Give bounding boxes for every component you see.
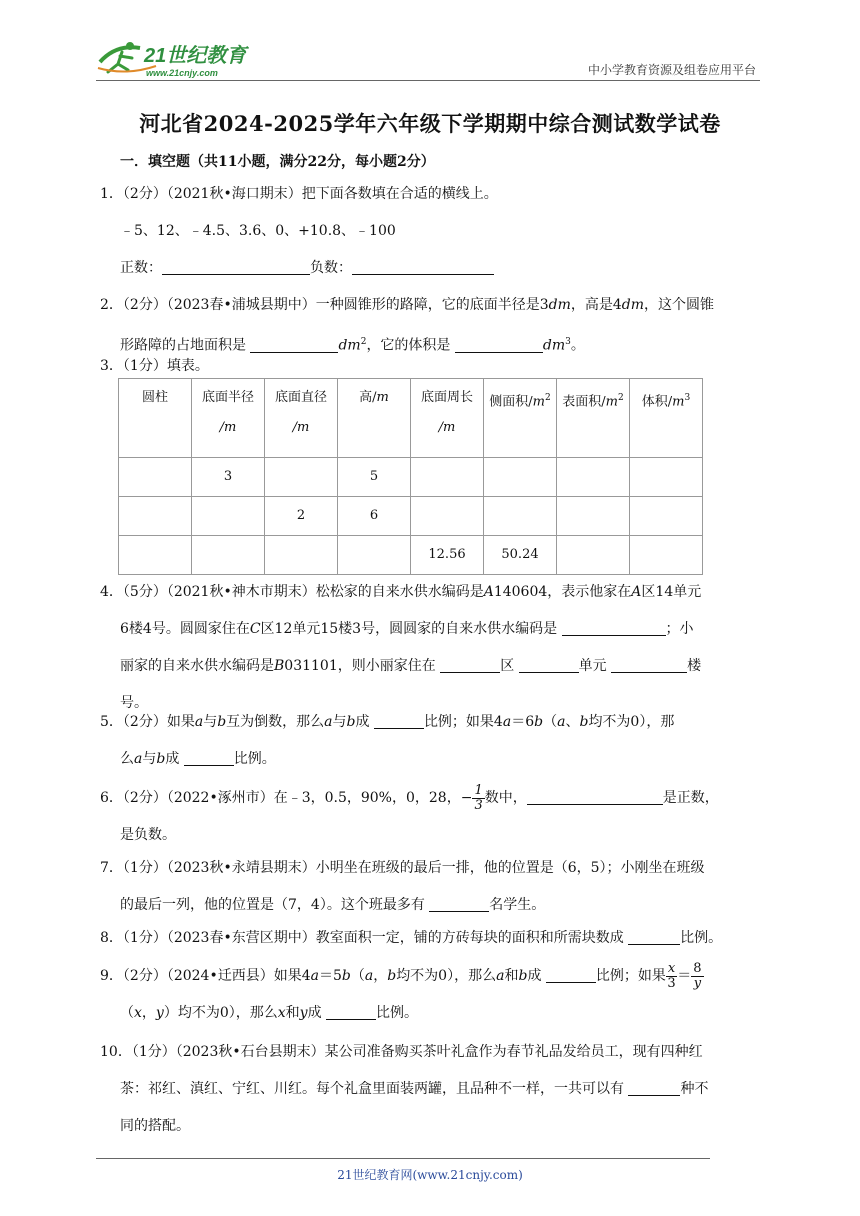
answer-blank[interactable] xyxy=(162,258,310,275)
q1-positive-label: 正数： xyxy=(120,260,162,276)
answer-blank[interactable] xyxy=(628,928,680,945)
table-cell[interactable] xyxy=(484,497,557,536)
table-cell[interactable] xyxy=(557,536,630,575)
section-heading: 一．填空题（共11小题，满分22分，每小题2分） xyxy=(120,154,435,170)
question-1 xyxy=(100,176,764,287)
answer-blank[interactable] xyxy=(628,1079,680,1096)
table-header-cell: 高/m xyxy=(338,379,411,458)
question-10 xyxy=(100,1034,764,1145)
footer-link[interactable]: 21世纪教育网(www.21cnjy.com) xyxy=(337,1168,523,1182)
table-cell[interactable] xyxy=(192,536,265,575)
answer-blank[interactable] xyxy=(611,656,687,673)
q1-answers xyxy=(100,250,764,287)
table-cell[interactable] xyxy=(630,536,703,575)
question-4 xyxy=(100,574,764,722)
q7-line2: 的最后一列，他的位置是（7，4）。这个班最多有 名学生。 xyxy=(120,897,546,913)
table-header-cell: 体积$/m^3$ xyxy=(630,379,703,458)
q6-line1: 6．（2分）（2022•涿州市）在﹣3，0.5，90%，0，28，− $\frac{1}{3}$ 数中， 是正数， xyxy=(100,782,719,813)
answer-blank[interactable] xyxy=(326,1003,376,1020)
table-cell[interactable] xyxy=(557,458,630,497)
table-cell[interactable] xyxy=(192,497,265,536)
q4-line3: 丽家的自来水供水编码是B031101，则小丽家住在 区 单元 楼 xyxy=(120,658,702,674)
fraction-8-over-y: $\frac{8}{y}$ xyxy=(693,960,702,991)
table-header-cell: 底面半径 /m xyxy=(192,379,265,458)
q4-line2: 6楼4号。圆圆家住在C区12单元15楼3号，圆圆家的自来水供水编码是 ；小 xyxy=(120,621,694,637)
question-7 xyxy=(100,850,764,924)
q5-line1: 5．（2分）如果a与b互为倒数，那么a与b成 比例；如果4a＝6b（a、b均不为0），那 xyxy=(100,714,675,730)
footer-divider xyxy=(96,1158,710,1159)
q1-numbers: ﹣5、12、﹣4.5、3.6、0、+10.8、﹣100 xyxy=(120,223,396,239)
table-cell: 2 xyxy=(265,497,338,536)
answer-blank[interactable] xyxy=(527,788,663,805)
table-header-row xyxy=(119,379,703,458)
table-cell[interactable] xyxy=(411,458,484,497)
logo-url: www.21cnjy.com xyxy=(146,68,218,78)
table-cell[interactable] xyxy=(484,458,557,497)
answer-blank[interactable] xyxy=(374,712,424,729)
q7-line1: 7．（1分）（2023秋•永靖县期末）小明坐在班级的最后一排，他的位置是（6，5）；小刚坐在班级 xyxy=(100,860,705,876)
table-cell: 3 xyxy=(192,458,265,497)
q2-line1: 2．（2分）（2023春•浦城县期中）一种圆锥形的路障，它的底面半径是3dm，高是4dm，这个圆锥 xyxy=(100,297,715,313)
table-cell[interactable] xyxy=(630,458,703,497)
question-6 xyxy=(100,780,764,854)
table-header-cell: 表面积$/m^2$ xyxy=(557,379,630,458)
table-cell[interactable] xyxy=(411,497,484,536)
table-cell xyxy=(119,536,192,575)
table-cell: 50.24 xyxy=(484,536,557,575)
table-cell[interactable] xyxy=(630,497,703,536)
table-header-cell: 底面周长 /m xyxy=(411,379,484,458)
table-cell[interactable] xyxy=(265,536,338,575)
table-cell xyxy=(119,497,192,536)
answer-blank[interactable] xyxy=(352,258,494,275)
table-cell[interactable] xyxy=(338,536,411,575)
fraction-x-over-3: $\frac{x}{3}$ xyxy=(667,960,676,991)
question-9 xyxy=(100,958,764,1032)
answer-blank[interactable] xyxy=(519,656,579,673)
q6-line2: 是负数。 xyxy=(120,827,176,843)
answer-blank[interactable] xyxy=(562,619,666,636)
table-cell: 5 xyxy=(338,458,411,497)
answer-blank[interactable] xyxy=(429,895,489,912)
q10-line1: 10．（1分）（2023秋•石台县期末）某公司准备购买茶叶礼盒作为春节礼品发给员工，现有四种红 xyxy=(100,1044,703,1060)
question-5 xyxy=(100,704,764,778)
fraction-one-third: $\frac{1}{3}$ xyxy=(474,782,483,813)
answer-blank[interactable] xyxy=(546,966,596,983)
q9-line1: 9．（2分）（2024•迁西县）如果4a＝5b（a，b均不为0），那么a和b成 比例；如果 $\frac{x}{3}$ ＝ $\frac{8}{y}$ xyxy=(100,960,702,991)
q4-line1: 4．（5分）（2021秋•神木市期末）松松家的自来水供水编码是A140604，表示他家在A区14单元 xyxy=(100,584,702,600)
q10-line3: 同的搭配。 xyxy=(120,1118,190,1134)
cylinder-table xyxy=(118,378,703,575)
q1-stem: 1．（2分）（2021秋•海口期末）把下面各数填在合适的横线上。 xyxy=(100,186,498,202)
table-row xyxy=(119,536,703,575)
q9-line2: （x，y）均不为0），那么x和y成 比例。 xyxy=(120,1005,419,1021)
question-8 xyxy=(100,920,764,957)
platform-name: 中小学教育资源及组卷应用平台 xyxy=(587,63,756,77)
q2-line2: 形路障的占地面积是 $dm^2$，它的体积是 $dm^3$。 xyxy=(120,337,585,354)
q8-line1: 8．（1分）（2023春•东营区期中）教室面积一定，铺的方砖每块的面积和所需块数成 比例。 xyxy=(100,930,723,946)
q3-stem: 3．（1分）填表。 xyxy=(100,358,209,374)
header-divider xyxy=(96,80,760,81)
answer-blank[interactable] xyxy=(184,749,234,766)
table-cell: 12.56 xyxy=(411,536,484,575)
answer-blank[interactable] xyxy=(440,656,500,673)
table-header-cell: 圆柱 xyxy=(119,379,192,458)
table-cell[interactable] xyxy=(265,458,338,497)
site-logo xyxy=(96,36,266,80)
table-cell[interactable] xyxy=(557,497,630,536)
q5-line2: 么a与b成 比例。 xyxy=(120,751,276,767)
q4-line4: 号。 xyxy=(120,695,148,711)
table-row xyxy=(119,458,703,497)
table-cell xyxy=(119,458,192,497)
q1-negative-label: 负数： xyxy=(310,260,352,276)
q10-line2: 茶：祁红、滇红、宁红、川红。每个礼盒里面装两罐，且品种不一样，一共可以有 种不 xyxy=(120,1081,709,1097)
logo-text: 21世纪教育 xyxy=(144,45,247,67)
table-header-cell: 底面直径 /m xyxy=(265,379,338,458)
table-header-cell: 侧面积$/m^2$ xyxy=(484,379,557,458)
table-row xyxy=(119,497,703,536)
page-title: 河北省2024-2025学年六年级下学期期中综合测试数学试卷 xyxy=(139,111,721,136)
table-cell: 6 xyxy=(338,497,411,536)
